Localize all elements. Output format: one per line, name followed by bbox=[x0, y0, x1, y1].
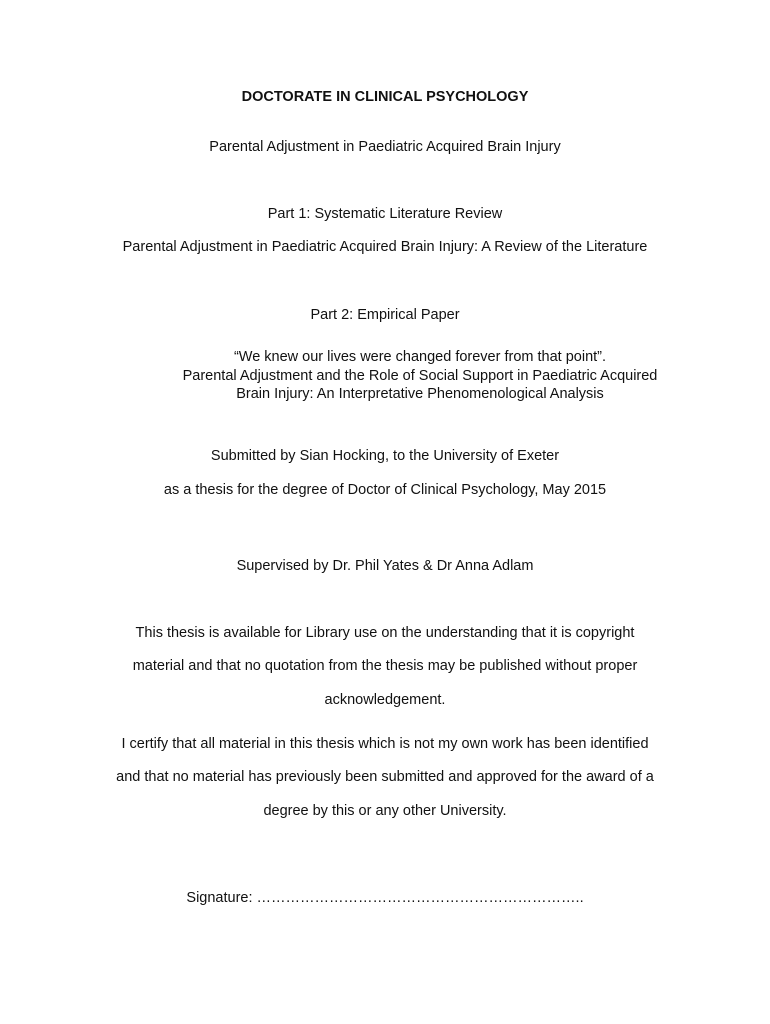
part1-label: Part 1: Systematic Literature Review bbox=[267, 206, 503, 222]
signature-line: Signature: ………………………………………………………….. bbox=[186, 890, 584, 906]
part2-label: Part 2: Empirical Paper bbox=[310, 307, 460, 323]
doctorate-heading: DOCTORATE IN CLINICAL PSYCHOLOGY bbox=[241, 89, 529, 105]
part2-title-line-3: Brain Injury: An Interpretative Phenomenological Analysis bbox=[236, 386, 604, 402]
thesis-title: Parental Adjustment in Paediatric Acquired Brain Injury bbox=[209, 139, 561, 155]
supervised-by: Supervised by Dr. Phil Yates & Dr Anna Adlam bbox=[236, 558, 534, 574]
certify-line-2: and that no material has previously been submitted and approved for the award of a bbox=[116, 769, 654, 785]
part1-title: Parental Adjustment in Paediatric Acquired Brain Injury: A Review of the Literature bbox=[122, 239, 648, 255]
copyright-line-1: This thesis is available for Library use on the understanding that it is copyright bbox=[135, 625, 635, 641]
part2-title-line-2: Parental Adjustment and the Role of Social Support in Paediatric Acquired bbox=[182, 368, 658, 384]
part2-title-line-1: “We knew our lives were changed forever from that point”. bbox=[233, 349, 607, 365]
certify-line-3: degree by this or any other University. bbox=[263, 803, 507, 819]
certify-line-1: I certify that all material in this thesis which is not my own work has been identified bbox=[121, 736, 649, 752]
submitted-by: Submitted by Sian Hocking, to the University of Exeter bbox=[210, 448, 560, 464]
degree-statement: as a thesis for the degree of Doctor of Clinical Psychology, May 2015 bbox=[163, 482, 607, 498]
copyright-line-3: acknowledgement. bbox=[324, 692, 446, 708]
copyright-line-2: material and that no quotation from the thesis may be published without proper bbox=[132, 658, 638, 674]
